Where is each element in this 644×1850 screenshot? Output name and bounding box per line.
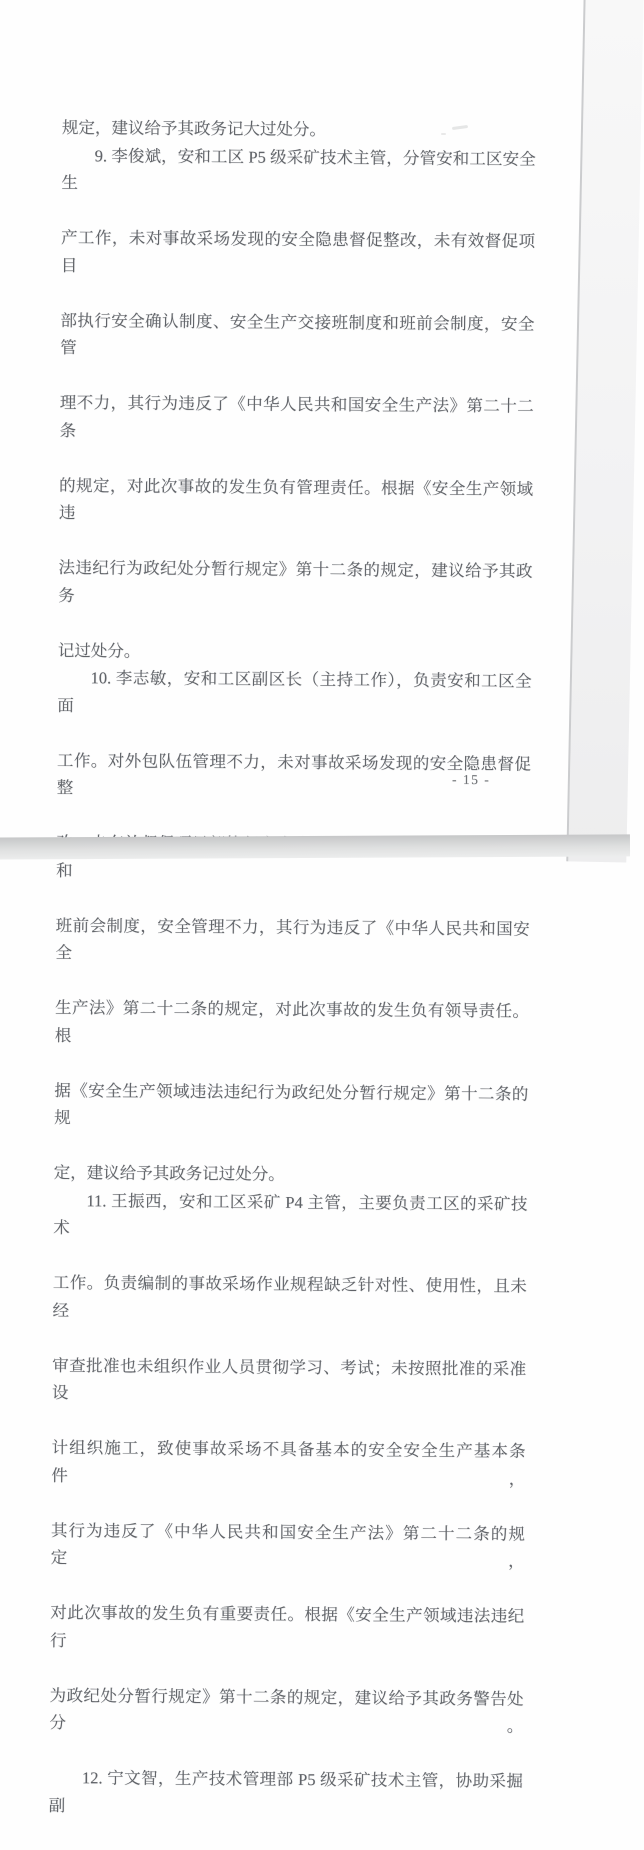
text-line: 对此次事故的发生负有重要责任。根据《安全生产领域违法违纪行 <box>49 1602 525 1650</box>
text-line: 改，未有效督促项目部执行安全确认制度、安全生产交接班制度和 <box>55 860 73 880</box>
text-line: 12. 宁文智，生产技术管理部 P5 级采矿技术主管，协助采掘副 <box>48 1768 523 1815</box>
text-line: 11. 王振西，安和工区采矿 P4 主管，主要负责工区的采矿技术 <box>53 1190 528 1238</box>
text-line: 记过处分。 <box>57 640 141 661</box>
text-line: 班前会制度，安全管理不力，其行为违反了《中华人民共和国安全 <box>55 915 530 963</box>
text-line: 10. 李志敏，安和工区副区长（主持工作），负责安和工区全面 <box>57 668 532 715</box>
document-body-text <box>48 114 536 1850</box>
text-line: 定，建议给予其政务记过处分。 <box>53 1162 285 1184</box>
text-line: 为政纪处分暂行规定》第十二条的规定，建议给予其政务警告处分。 <box>49 1685 524 1736</box>
text-line: 产工作，未对事故采场发现的安全隐患督促整改，未有效督促项目 <box>60 227 536 275</box>
text-line: 规定，建议给予其政务记大过处分。 <box>61 117 326 140</box>
text-line: 其行为违反了《中华人民共和国安全生产法》第二十二条的规定， <box>50 1520 525 1571</box>
scan-paper-right-edge <box>566 0 643 863</box>
scan-speck-artifact <box>441 133 446 135</box>
text-line: 据《安全生产领域违法违纪行为政纪处分暂行规定》第十二条的规 <box>54 1080 529 1128</box>
text-line: 审查批准也未组织作业人员贯彻学习、考试；未按照批准的采准设 <box>51 1355 527 1403</box>
scan-bottom-shadow <box>0 834 630 859</box>
text-line: 计组织施工，致使事故采场不具备基本的安全安全生产基本条件， <box>51 1437 526 1489</box>
page-number: - 15 - <box>451 771 491 788</box>
text-line: 生产法》第二十二条的规定，对此次事故的发生负有领导责任。根 <box>54 997 530 1045</box>
text-line: 的规定，对此次事故的发生负有管理责任。根据《安全生产领域违 <box>58 475 534 523</box>
text-line: 部执行安全确认制度、安全生产交接班制度和班前会制度，安全管 <box>60 310 535 358</box>
text-line: 9. 李俊斌，安和工区 P5 级采矿技术主管，分管安和工区安全生 <box>61 145 536 193</box>
text-line: 工作。对外包队伍管理不力，未对事故采场发现的安全隐患督促整 <box>56 750 531 798</box>
text-line: 理不力，其行为违反了《中华人民共和国安全生产法》第二十二条 <box>59 392 534 440</box>
text-line: 工作。负责编制的事故采场作业规程缺乏针对性、使用性，且未经 <box>52 1272 527 1320</box>
text-line: 法违纪行为政纪处分暂行规定》第十二条的规定，建议给予其政务 <box>58 557 533 605</box>
